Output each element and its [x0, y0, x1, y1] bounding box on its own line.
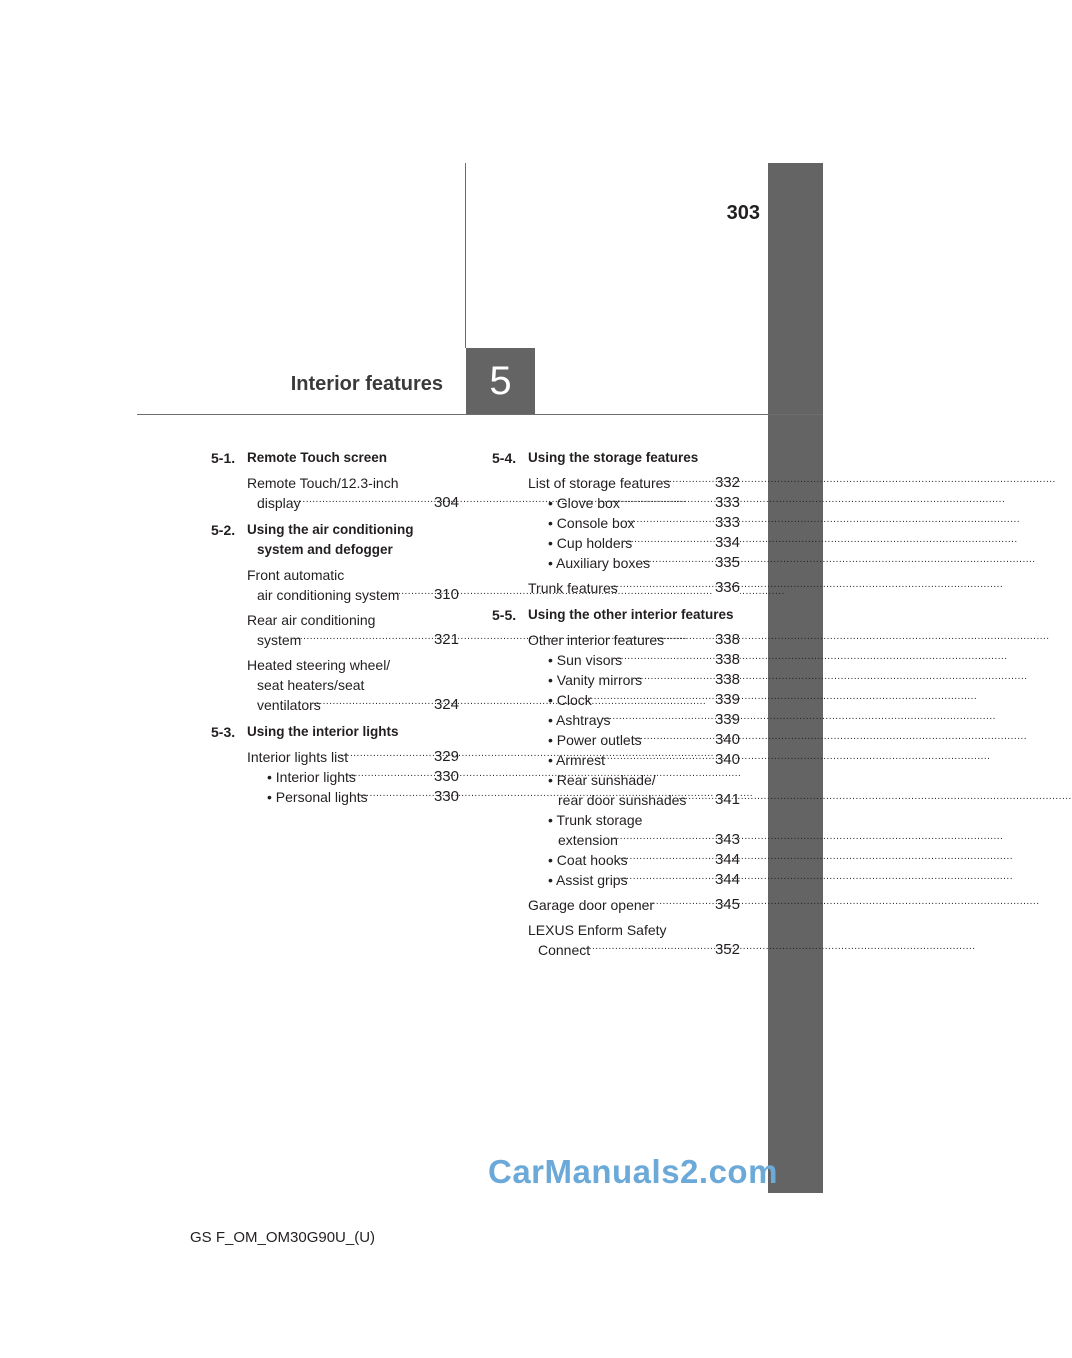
toc-entry[interactable] — [528, 920, 740, 960]
footer-manual-code: GS F_OM_OM30G90U_(U) — [190, 1229, 376, 1246]
toc-entry[interactable] — [528, 553, 740, 573]
toc-entry[interactable] — [528, 750, 740, 770]
chapter-number-box: 5 — [466, 348, 535, 414]
toc-entry-label: Interior lights list ..... — [257, 747, 432, 767]
toc-section-heading — [211, 520, 459, 560]
toc-entry-page: 344 — [714, 851, 740, 868]
toc-section-title: Remote Touch screen — [247, 450, 388, 465]
toc-entry-page: 352 — [714, 941, 740, 958]
toc-section-title: Using the air conditioning system and defogger — [247, 522, 414, 557]
toc-entry[interactable] — [247, 787, 459, 807]
watermark-text: CarManuals2.com — [488, 1153, 778, 1190]
toc-entry-list — [211, 747, 459, 807]
toc-entry-page: 339 — [714, 691, 740, 708]
toc-entry-label: • Glove box ..... — [558, 493, 713, 513]
toc-section-number: 5-4. — [492, 450, 517, 466]
toc-entry-label: • Power outlets ..... — [558, 730, 713, 750]
toc-entry[interactable] — [247, 565, 459, 605]
toc-section-number: 5-1. — [211, 450, 236, 466]
toc-entry-page: 333 — [714, 514, 740, 531]
toc-entry-label: • Trunk storage extension ..... — [558, 810, 713, 850]
toc-entry-page: 338 — [714, 651, 740, 668]
toc-entry-label: Front automatic air conditioning system ..... — [257, 565, 432, 605]
toc-entry-page: 344 — [714, 871, 740, 888]
toc-entry-label: • Personal lights ..... — [277, 787, 432, 807]
toc-entry-label: • Armrest ..... — [558, 750, 713, 770]
toc-entry-label: • Interior lights ..... — [277, 767, 432, 787]
toc-entry-list — [492, 630, 740, 960]
toc-entry-label: • Clock ..... — [558, 690, 713, 710]
toc-entry[interactable] — [528, 810, 740, 850]
toc-entry[interactable] — [247, 655, 459, 715]
toc-section-title: Using the storage features — [528, 450, 699, 465]
toc-entry-label: • Auxiliary boxes ..... — [558, 553, 713, 573]
toc-entry-label: LEXUS Enform Safety Connect ..... — [538, 920, 713, 960]
toc-entry-page: 345 — [714, 896, 740, 913]
toc-entry-page: 324 — [433, 696, 459, 713]
toc-entry-label: Heated steering wheel/ seat heaters/seat ventilators ..... — [257, 655, 432, 715]
toc-entry-page: 330 — [433, 768, 459, 785]
header-rule — [137, 414, 823, 415]
toc-entry-label: Rear air conditioning system ..... — [257, 610, 432, 650]
toc-right-column — [492, 448, 740, 960]
toc-entry-page: 340 — [714, 731, 740, 748]
toc-entry-page: 343 — [714, 831, 740, 848]
toc-entry-list — [211, 565, 459, 715]
toc-entry-label: Other interior features ..... — [538, 630, 713, 650]
toc-entry-label: Remote Touch/12.3-inch display ..... — [257, 473, 432, 513]
toc-entry-label: Garage door opener ..... — [538, 895, 713, 915]
toc-entry-list — [211, 473, 459, 513]
chapter-title: Interior features — [290, 373, 443, 395]
toc-entry-page: 340 — [714, 751, 740, 768]
toc-section-heading — [211, 722, 459, 742]
toc-left-column — [211, 448, 459, 807]
toc-entry-label: • Cup holders ..... — [558, 533, 713, 553]
toc-entry-label: Trunk features ..... — [538, 578, 713, 598]
toc-section-number: 5-2. — [211, 522, 236, 538]
toc-entry-page: 330 — [433, 788, 459, 805]
toc-entry-label: • Assist grips ..... — [558, 870, 713, 890]
toc-entry-label: List of storage features ..... — [538, 473, 713, 493]
toc-entry[interactable] — [247, 473, 459, 513]
toc-entry-page: 336 — [714, 579, 740, 596]
toc-entry-page: 338 — [714, 631, 740, 648]
toc-entry-page: 329 — [433, 748, 459, 765]
toc-entry-label: • Coat hooks ..... — [558, 850, 713, 870]
toc-entry-label: • Sun visors ..... — [558, 650, 713, 670]
toc-entry[interactable] — [247, 610, 459, 650]
page-number: 303 — [726, 202, 760, 224]
toc-entry-label: • Console box ..... — [558, 513, 713, 533]
toc-entry[interactable] — [528, 578, 740, 598]
toc-entry[interactable] — [528, 895, 740, 915]
toc-section-heading — [211, 448, 459, 468]
toc-section-number: 5-5. — [492, 607, 517, 623]
toc-entry-page: 333 — [714, 494, 740, 511]
toc-section-heading — [492, 605, 740, 625]
toc-entry-page: 304 — [433, 494, 459, 511]
toc-entry-page: 310 — [433, 586, 459, 603]
toc-entry-page: 338 — [714, 671, 740, 688]
toc-section-title: Using the other interior features — [528, 607, 734, 622]
toc-entry[interactable] — [528, 770, 740, 810]
toc-entry-label: • Rear sunshade/ rear door sunshades ..... — [558, 770, 713, 810]
toc-entry-list — [492, 473, 740, 598]
toc-entry[interactable] — [528, 870, 740, 890]
toc-entry-page: 339 — [714, 711, 740, 728]
toc-entry-page: 321 — [433, 631, 459, 648]
vertical-rule — [465, 163, 466, 348]
toc-entry-page: 335 — [714, 554, 740, 571]
toc-section-title: Using the interior lights — [247, 724, 399, 739]
toc-entry-page: 332 — [714, 474, 740, 491]
toc-entry-label: • Ashtrays ..... — [558, 710, 713, 730]
toc-section-number: 5-3. — [211, 724, 236, 740]
toc-section-heading — [492, 448, 740, 468]
toc-entry-page: 341 — [714, 791, 740, 808]
toc-entry-label: • Vanity mirrors ..... — [558, 670, 713, 690]
toc-entry-page: 334 — [714, 534, 740, 551]
